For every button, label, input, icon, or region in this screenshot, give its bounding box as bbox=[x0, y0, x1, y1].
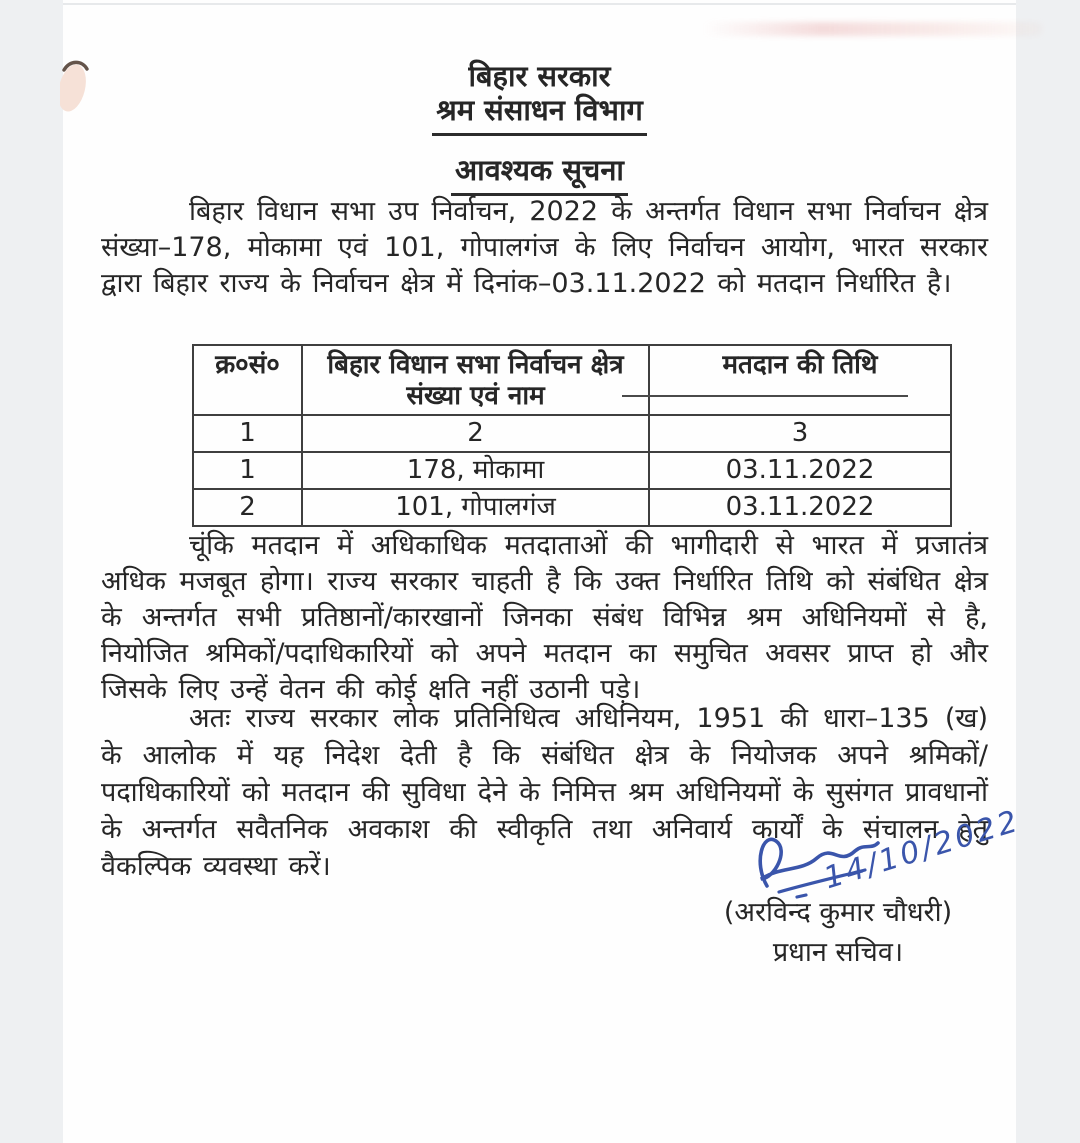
paragraph-intro: बिहार विधान सभा उप निर्वाचन, 2022 के अन्तर्गत विधान सभा निर्वाचन क्षेत्र संख्या–178, मोकामा एवं 101, गोपालगंज के लिए निर्वाचन आयोग, भारत सरकार द्वारा बिहार राज्य के निर्वाचन क्षेत्र में दिनांक–03.11.2022 को मतदान निर्धारित है। bbox=[101, 196, 988, 299]
header-constituency: बिहार विधान सभा निर्वाचन क्षेत्र संख्या एवं नाम bbox=[302, 345, 649, 415]
letterhead-department-wrap bbox=[63, 90, 1016, 136]
letterhead-department: श्रम संसाधन विभाग bbox=[432, 90, 647, 136]
polling-schedule-table bbox=[192, 344, 952, 527]
header-polling-date: मतदान की तिथि bbox=[649, 345, 951, 415]
page-top-edge bbox=[63, 3, 1016, 5]
document-page bbox=[63, 0, 1025, 1143]
column-number-3: 3 bbox=[649, 415, 951, 452]
paragraph-directive: अतः राज्य सरकार लोक प्रतिनिधित्व अधिनियम, 1951 की धारा–135 (ख) के आलोक में यह निदेश देती है कि संबंधित क्षेत्र के नियोजक अपने श्रमिकों/पदाधिकारियों को मतदान की सुविधा देने के निमित्त श्रम अधिनियमों के सुसंगत प्रावधानों के अन्तर्गत सवैतनिक अवकाश की स्वीकृति तथा अनिवार्य कार्यों के संचालन हेतु वैकल्पिक व्यवस्था करें। bbox=[101, 703, 988, 882]
row-constituency: 101, गोपालगंज bbox=[302, 489, 649, 526]
scan-smudge bbox=[703, 22, 1043, 36]
table-header-divider bbox=[622, 395, 908, 397]
row-polling-date: 03.11.2022 bbox=[649, 452, 951, 489]
table-header-row bbox=[193, 345, 951, 415]
table-row bbox=[193, 489, 951, 526]
letterhead-government: बिहार सरकार bbox=[468, 59, 611, 93]
signature-handwritten-date: 14/10/2022 bbox=[819, 803, 1025, 897]
row-constituency: 178, मोकामा bbox=[302, 452, 649, 489]
header-serial-no: क्र०सं० bbox=[193, 345, 302, 415]
table-row bbox=[193, 452, 951, 489]
row-serial: 1 bbox=[193, 452, 302, 489]
signatory-name: (अरविन्द कुमार चौधरी) bbox=[723, 897, 953, 928]
paragraph-body: चूंकि मतदान में अधिकाधिक मतदाताओं की भागीदारी से भारत में प्रजातंत्र अधिक मजबूत होगा। राज्य सरकार चाहती है कि उक्त निर्धारित तिथि को संबंधित क्षेत्र के अन्तर्गत सभी प्रतिष्ठानों/कारखानों जिनका संबंध विभिन्न श्रम अधिनियमों से है, नियोजित श्रमिकों/पदाधिकारियों को अपने मतदान का समुचित अवसर प्राप्त हो और जिसके लिए उन्हें वेतन की कोई क्षति नहीं उठानी पड़े। bbox=[101, 530, 988, 705]
notice-title-wrap bbox=[63, 150, 1016, 196]
row-polling-date: 03.11.2022 bbox=[649, 489, 951, 526]
notice-title: आवश्यक सूचना bbox=[451, 150, 628, 196]
column-number-2: 2 bbox=[302, 415, 649, 452]
column-number-1: 1 bbox=[193, 415, 302, 452]
column-number-row bbox=[193, 415, 951, 452]
row-serial: 2 bbox=[193, 489, 302, 526]
signatory-designation: प्रधान सचिव। bbox=[772, 937, 904, 968]
